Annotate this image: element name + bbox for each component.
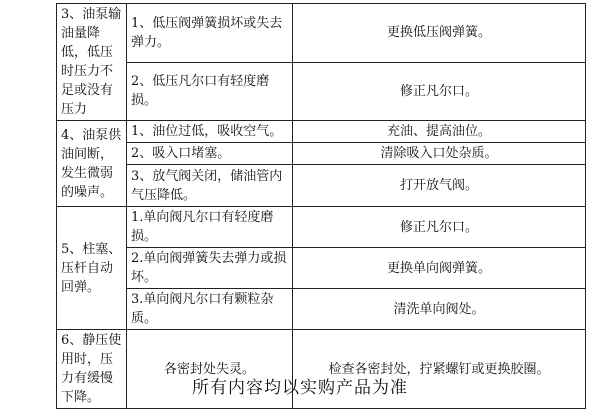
fault-table [56,3,586,409]
table-row [57,4,586,63]
table-row [57,62,586,121]
remedy-cell: 充油、提高油位。 [293,121,586,143]
fault-description: 3、油泵输油量降低，低压时压力不足或没有压力 [57,4,127,121]
cause-cell: 2.单向阀弹簧失去弹力或损坏。 [127,248,293,289]
remedy-cell: 清洗单向阀处。 [293,289,586,330]
cause-cell: 1.单向阀凡尔口有轻度磨损。 [127,207,293,248]
remedy-cell: 更换单向阀弹簧。 [293,248,586,289]
cause-cell: 1、低压阀弹簧损坏或失去弹力。 [127,4,293,63]
table-row [57,143,586,165]
fault-description: 6、静压使用时，压力有缓慢下降。 [57,330,127,409]
table-row [57,121,586,143]
fault-description: 4、油泵供油间断，发生微弱的噪声。 [57,121,127,207]
remedy-cell: 检查各密封处，拧紧螺钉或更换胶圈。 [293,330,586,409]
fault-description: 5、柱塞、压杆自动回弹。 [57,207,127,330]
cause-cell: 2、吸入口堵塞。 [127,143,293,165]
fault-table-container [56,3,586,409]
disclaimer-note: 所有内容均以实购产品为准 [192,378,408,398]
remedy-cell: 更换低压阀弹簧。 [293,4,586,63]
cause-cell: 各密封处失灵。 [127,330,293,409]
remedy-cell: 清除吸入口处杂质。 [293,143,586,165]
cause-cell: 2、低压凡尔口有轻度磨损。 [127,62,293,121]
cause-cell: 1、油位过低，吸收空气。 [127,121,293,143]
table-row [57,289,586,330]
table-row [57,165,586,207]
cause-cell: 3.单向阀凡尔口有颗粒杂质。 [127,289,293,330]
remedy-cell: 修正凡尔口。 [293,207,586,248]
cause-cell: 3、放气阀关闭，储油管内气压降低。 [127,165,293,207]
table-row [57,207,586,248]
table-row [57,248,586,289]
remedy-cell: 修正凡尔口。 [293,62,586,121]
remedy-cell: 打开放气阀。 [293,165,586,207]
